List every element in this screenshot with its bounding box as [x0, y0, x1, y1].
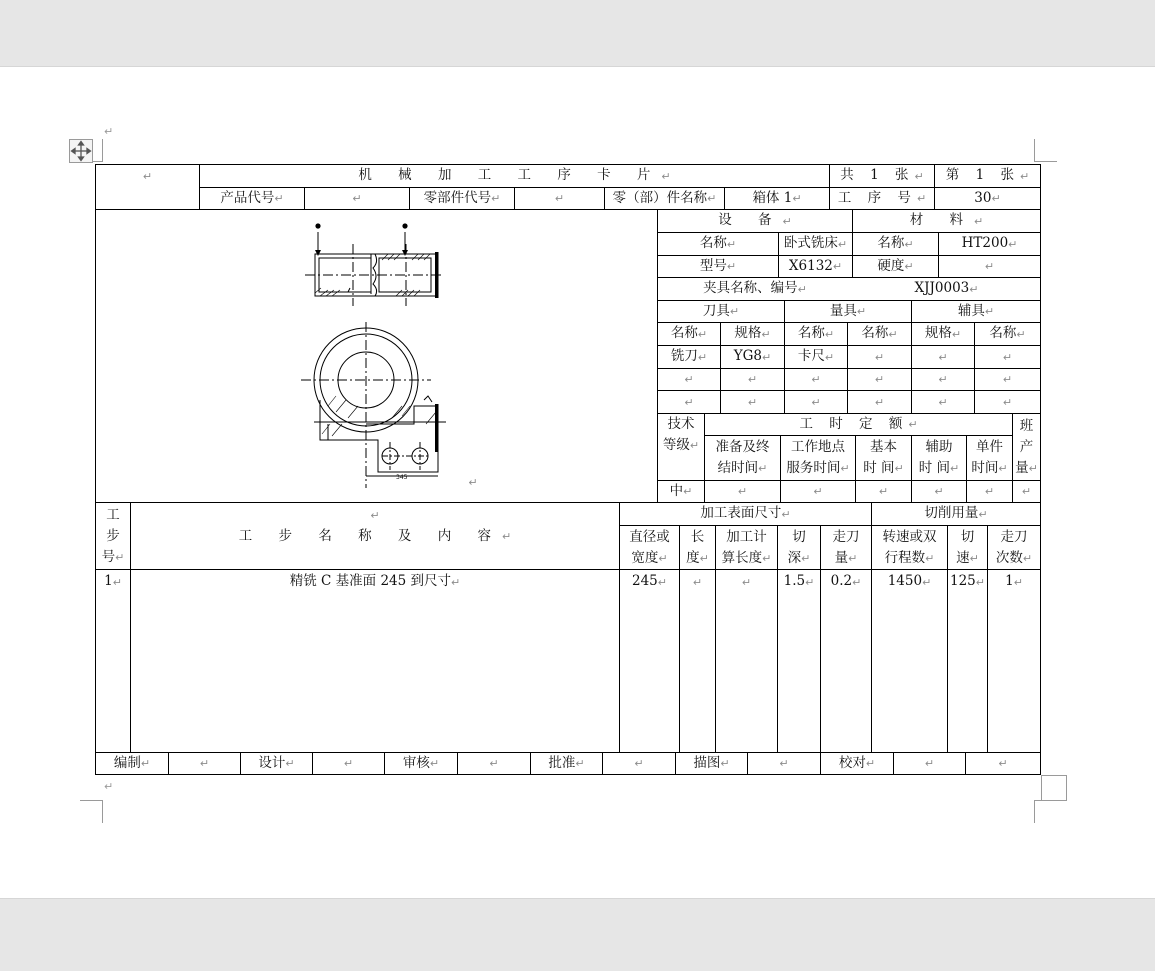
prep-time-label: 准备及终 结时间↵	[715, 439, 770, 476]
step-feed-cell[interactable]: 0.2 ↵	[830, 573, 862, 590]
trace-label: 描图 ↵	[693, 754, 730, 771]
tool-cell-empty[interactable]: ↵	[1002, 373, 1013, 386]
step-content-cell[interactable]: 精铣 C 基准面 245 到尺寸 ↵	[289, 573, 461, 590]
tool-cell-empty[interactable]: ↵	[874, 373, 885, 386]
step-depth-cell[interactable]: 1.5 ↵	[783, 573, 815, 590]
card-title: 机 械 加 工 工 序 卡 片 ↵	[358, 167, 671, 184]
fixture-value[interactable]: XJJ0003 ↵	[914, 280, 979, 297]
part-code-value[interactable]: ↵	[554, 192, 565, 205]
tool-cell-empty[interactable]: ↵	[684, 373, 694, 386]
step-content-header: ↵ 工 步 名 称 及 内 容↵	[238, 508, 512, 544]
tool-cell-empty[interactable]: ↵	[938, 373, 948, 386]
time-quota-title: 工 时 定 额 ↵	[799, 415, 918, 432]
step-length-cell[interactable]: ↵	[692, 575, 703, 589]
sheet-number: 第 1 张 ↵	[945, 167, 1030, 184]
approve-label: 批准 ↵	[548, 754, 585, 771]
crop-mark-top-right	[1034, 139, 1057, 162]
fixture-label: 夹具名称、编号 ↵	[703, 280, 807, 297]
tool-cell-empty[interactable]: ↵	[811, 395, 821, 409]
tool-cell[interactable]: 卡尺 ↵	[797, 348, 835, 365]
drawing-para-mark: ↵	[468, 475, 478, 489]
corner-cell[interactable]: ↵	[142, 169, 153, 183]
shift-output-value[interactable]: ↵	[1021, 485, 1032, 498]
col-calc-length: 加工计 算长度↵	[721, 528, 772, 566]
tech-grade-label: 技术 等级↵	[662, 416, 700, 453]
tool-cell[interactable]: ↵	[874, 350, 885, 364]
equipment-name-value[interactable]: 卧式铣床 ↵	[783, 235, 848, 252]
step-cutting-speed-cell[interactable]: 125 ↵	[950, 573, 985, 590]
cutter-title: 刀具 ↵	[702, 302, 740, 319]
material-name-value[interactable]: HT200 ↵	[961, 235, 1018, 252]
material-hardness-value[interactable]: ↵	[984, 260, 995, 273]
tool-cell[interactable]: 铣刀 ↵	[670, 348, 708, 365]
unit-time-value[interactable]: ↵	[984, 485, 995, 498]
tool-col-label: 规格 ↵	[924, 325, 962, 342]
surface-size-header: 加工表面尺寸 ↵	[700, 505, 791, 522]
check-label: 校对 ↵	[838, 754, 876, 771]
material-hardness-label: 硬度 ↵	[877, 257, 914, 274]
crop-mark-bottom-right	[1034, 800, 1057, 823]
prepared-value[interactable]: ↵	[199, 757, 210, 770]
aux-time-label: 辅助 时 间↵	[918, 439, 960, 476]
tool-col-label: 名称 ↵	[989, 325, 1026, 342]
basic-time-value[interactable]: ↵	[878, 485, 889, 498]
col-feed: 走刀 量↵	[832, 528, 860, 566]
trace-value[interactable]: ↵	[779, 757, 789, 770]
bottom-status-band	[0, 898, 1155, 971]
sheets-total: 共 1 张 ↵	[840, 167, 924, 184]
basic-time-label: 基本 时 间↵	[863, 439, 904, 476]
aux-tool-title: 辅具 ↵	[957, 302, 995, 319]
col-passes: 走刀 次数↵	[995, 528, 1033, 566]
equipment-model-value[interactable]: X6132 ↵	[788, 257, 843, 274]
service-time-label: 工作地点 服务时间↵	[786, 439, 850, 476]
dimension-label: 345	[396, 474, 408, 481]
design-value[interactable]: ↵	[343, 757, 354, 770]
aux-time-value[interactable]: ↵	[934, 485, 944, 498]
step-no-cell[interactable]: 1 ↵	[104, 573, 122, 590]
col-speed: 转速或双 行程数↵	[882, 528, 937, 566]
review-label: 审核 ↵	[402, 754, 440, 771]
table-move-handle-icon[interactable]	[69, 139, 93, 163]
prep-time-value[interactable]: ↵	[737, 485, 748, 498]
unit-time-label: 单件 时间↵	[971, 439, 1008, 476]
product-code-value[interactable]: ↵	[352, 192, 362, 205]
tool-col-label: 名称 ↵	[861, 325, 898, 342]
col-cutting-speed: 切 速↵	[956, 528, 979, 566]
part-drawing	[96, 210, 657, 502]
paragraph-mark-bottom: ↵	[104, 780, 114, 793]
tool-cell-empty[interactable]: ↵	[1002, 395, 1013, 409]
tool-col-label: 名称 ↵	[670, 325, 708, 342]
step-passes-cell[interactable]: 1 ↵	[1005, 573, 1023, 590]
equipment-name-label: 名称 ↵	[699, 235, 737, 252]
tool-cell[interactable]: ↵	[938, 350, 948, 364]
step-calc-length-cell[interactable]: ↵	[741, 575, 752, 589]
step-speed-cell[interactable]: 1450 ↵	[887, 573, 932, 590]
tool-cell-empty[interactable]: ↵	[747, 395, 758, 409]
check-value[interactable]: ↵	[924, 757, 935, 770]
shift-output-label: 班 产 量↵	[1015, 417, 1038, 476]
service-time-value[interactable]: ↵	[813, 485, 823, 498]
footer-last-cell[interactable]: ↵	[998, 757, 1008, 770]
tool-col-label: 规格 ↵	[734, 325, 771, 342]
part-code-label: 零部件代号 ↵	[423, 189, 501, 206]
part-name-label: 零（部）件名称 ↵	[612, 189, 717, 206]
col-length: 长 度↵	[686, 528, 709, 566]
tool-cell[interactable]: YG8 ↵	[733, 348, 772, 365]
product-code-label: 产品代号 ↵	[220, 189, 284, 206]
crop-mark-bottom-left	[80, 800, 103, 823]
material-title: 材 料 ↵	[909, 212, 984, 229]
tool-cell-empty[interactable]: ↵	[874, 395, 885, 409]
top-toolbar-band	[0, 0, 1155, 67]
tool-cell[interactable]: ↵	[1002, 350, 1013, 364]
tool-col-label: 名称 ↵	[797, 325, 835, 342]
process-no-value[interactable]: 30 ↵	[974, 189, 1001, 206]
paragraph-mark-top: ↵	[104, 125, 114, 138]
col-diameter: 直径或 宽度↵	[629, 528, 670, 566]
cutting-params-header: 切削用量 ↵	[924, 505, 988, 522]
review-value[interactable]: ↵	[489, 757, 499, 770]
step-diameter-cell[interactable]: 245 ↵	[632, 573, 667, 590]
material-name-label: 名称 ↵	[877, 235, 914, 252]
approve-value[interactable]: ↵	[634, 757, 644, 770]
table-resize-handle[interactable]	[1041, 775, 1067, 801]
tool-cell-empty[interactable]: ↵	[684, 395, 694, 409]
tool-cell-empty[interactable]: ↵	[938, 395, 948, 409]
tech-grade-value[interactable]: 中 ↵	[669, 482, 693, 499]
col-depth: 切 深↵	[787, 528, 811, 566]
step-no-header: 工 步 号↵	[101, 506, 125, 565]
tool-cell-empty[interactable]: ↵	[747, 373, 758, 386]
equipment-title: 设 备 ↵	[718, 212, 792, 229]
part-name-value[interactable]: 箱体 1 ↵	[752, 189, 802, 206]
equipment-model-label: 型号 ↵	[699, 257, 737, 274]
design-label: 设计 ↵	[258, 754, 295, 771]
gauge-title: 量具 ↵	[829, 302, 867, 319]
process-no-label: 工 序 号 ↵	[837, 189, 927, 206]
prepared-label: 编制 ↵	[113, 754, 151, 771]
tool-cell-empty[interactable]: ↵	[811, 373, 821, 386]
